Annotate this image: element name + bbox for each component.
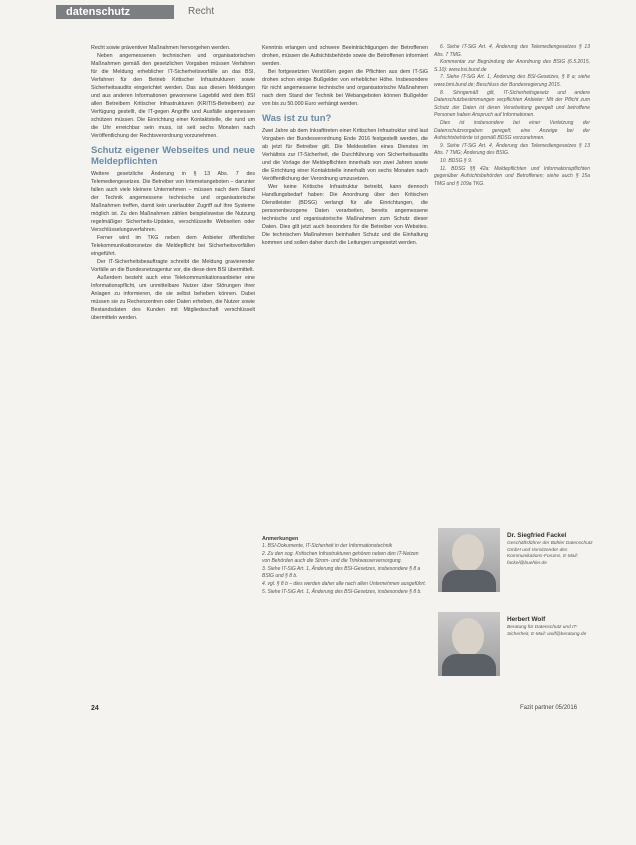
paragraph: Weitere gesetzliche Änderung in § 13 Abs. 7 des Telemediengesetzes. Die Betreiber von Internetangeboten – darunter fallen auch viele kleinere Unternehmen – müssen nach dem Stand der Technik angemessene technische und organisatorische Maßnahmen treffen, damit kein unerlaubter Zugriff auf ihre Systeme möglich ist. Zu den Maßnahmen zählen beispielsweise die Nutzung regelmäßiger Sicherheits-Updates, verschlüsselte Webseiten oder Verschlüsselungsverfahren.	[91, 171, 255, 233]
paragraph: Der IT-Sicherheitsbeauftragte schreibt die Meldung gravierender Vorfälle an die Bundesnetzagentur vor, die diese dem BSI übermittelt.	[91, 259, 255, 273]
paragraph: Neben angemessenen technischen und organisatorischen Maßnahmen gemäß den gesetzlichen Vorgaben müssen Verfahren für die Meldung erheblicher IT-Sicherheitsvorfälle an das BSI, Verfahren für den Betrieb Kritischer Infrastrukturen sowie Sicherheitsaudits eingerichtet werden. Das aus diesen Meldungen und aus anderen Informationen gewonnene Lagebild wird dem BSI allen Betreibern Kritischer Infrastrukturen (KRITIS-Betreibern) zur Verfügung gestellt, die IT-gegen Angriffe und Ausfälle angemessen schützen müssen. Die Einrichtung einer Kontaktstelle, die rund um die Uhr erreichbar sein muss, ist seit sechs Monaten nach Veröffentlichung der Rechtsverordnung vorzunehmen.	[91, 53, 255, 139]
subsection-label: Recht	[188, 6, 215, 17]
column-2	[262, 44, 428, 247]
notes-block	[262, 536, 428, 596]
page-number: 24	[91, 705, 99, 712]
paragraph: Bei fortgesetzten Verstößen gegen die Pflichten aus dem IT-SiG drohen schon einige Bußgelder von erheblicher Höhe. Insbesondere für nicht angemessene technische und organisatorische Maßnahmen nach dem Stand der Technik bei Webangeboten können Bußgelder von bis zu 50.000 Euro verhängt werden.	[262, 69, 428, 107]
note: 8. Sinngemäß gilt, IT-Sicherheitsgesetz und andere Datenschutzbestimmungen verpflichten Anbieter: Mit der Pflicht zum Schutz der Daten ist deren Verarbeitung geregelt und betroffene Personen haben Anspruch auf Informationen.	[434, 89, 590, 119]
column-1	[91, 44, 255, 322]
paragraph: Kenntnis erlangen und schwere Beeinträchtigungen der Betroffenen drohen, müssen die Aufsichtsbehörde sowie die Betroffenen informiert werden.	[262, 45, 428, 67]
column-3-notes	[434, 44, 590, 188]
author-name: Dr. Siegfried Fackel	[507, 532, 567, 539]
author-bio: Geschäftsführer der Bühler Datenschutz GmbH und Vorsitzender des Kommunikations-Forums, E-Mail: fackel@buehler.de	[507, 541, 593, 566]
author-bio: Beratung für Datenschutz und IT-Sicherheit, E-Mail: wolf@beratung.de	[507, 625, 587, 637]
note: 9. Siehe IT-SiG Art. 4, Änderung des Telemediengesetzes § 13 Abs. 7 TMG; Änderung des BSIG.	[434, 142, 590, 157]
note: 11. BDSG §§ 42a: Meldepflichten und Informationspflichten gegenüber Aufsichtsbehörden und Betroffenen; siehe auch § 15a TMG und § 109a TKG.	[434, 165, 590, 187]
note: 4. vgl. § 8 b – dies werden daher alle nach allen Unternehmen ausgeführt.	[262, 580, 426, 587]
note: 2. Zu den sog. Kritischen Infrastrukturen gehören neben den IT-Netzen von Behörden auch die Strom- und die Trinkwasserversorgung.	[262, 550, 419, 565]
note: Kommentar zur Begründung der Anordnung des BSIG (6.5.2015, S.10): www.bsi.bund.de	[434, 59, 590, 73]
paragraph: Zwei Jahre ab dem Inkrafttreten einer Kritischen Infrastruktur sind laut Vorgaben der Bundesverordnung Ende 2016 festgestellt werden, die ab jetzt für Betreiber gilt. Die Meldestellen eines Dienstes im Verhältnis zur IT-Sicherheit, die Durchführung von Sicherheitsaudits und die Vorlage der Meldepflichten innerhalb von zwei Jahren sowie die Errichtung einer Kontaktstelle innerhalb von sechs Monaten nach Veröffentlichung der Verordnung umzusetzen.	[262, 128, 428, 182]
note: 7. Siehe IT-SiG Art. 1, Änderung des BSI-Gesetzes, § 8 a; siehe www.bmi.bund.de; Beschluss der Bundesregierung 2015.	[434, 74, 590, 88]
author-photo	[438, 528, 500, 592]
note: 1. BSI-Dokumente, IT-Sicherheit in der Informationstechnik	[262, 543, 393, 549]
note: 3. Siehe IT-SiG Art. 1, Änderung des BSI-Gesetzes, insbesondere § 8 a BSIG und § 8 b.	[262, 565, 421, 580]
note: 6. Siehe IT-SiG Art. 4, Änderung des Telemediengesetzes § 13 Abs. 7 TMG.	[434, 44, 590, 58]
section-label: datenschutz	[56, 5, 174, 19]
paragraph: Ferner wird im TKG neben dem Anbieter öffentlicher Telekommunikationsnetze die Meldepflicht bei Sicherheitsvorfällen eingeführt.	[91, 235, 255, 257]
paragraph: Wer keine Kritische Infrastruktur betreibt, kann dennoch Handlungsbedarf haben: Die Anordnung über den Kritischen Dienstleister (BDSG) verlangt für alle Einrichtungen, die personenbezogene Daten verarbeiten, bereits angemessene technische und organisatorische Maßnahmen zum Schutz dieser Daten. Dies gilt jetzt auch besonders für die Betreiber von Websites. Die technischen Maßnahmen beinhalten Schutz und die Einhaltung kommen und sollen daher durch die Leitungen umgesetzt werden.	[262, 184, 428, 246]
note: Dies ist insbesondere bei einer Verletzung der Datenschutzvorgaben geregelt; eine Anzeige bei der Aufsichtsbehörde ist gemäß BDSG vorzunehmen.	[434, 119, 590, 142]
note: 5. Siehe IT-SiG Art. 1, Änderung des BSI-Gesetzes, insbesondere § 8 b.	[262, 588, 422, 595]
publication-footer: Fazit partner 05/2016	[520, 705, 578, 711]
section-heading: Was ist zu tun?	[262, 113, 332, 124]
notes-title: Anmerkungen	[262, 536, 299, 542]
author-name: Herbert Wolf	[507, 616, 546, 623]
author-photo	[438, 612, 500, 676]
paragraph: Außerdem besteht auch eine Telekommunikationsanbieter eine Informationspflicht, um unmittelbare Nutzer über Störungen ihrer Anlagen zu informieren, die sie selbst beheben können. Dabei müssen sie zu Rechenzentren oder Daten erheben, die Nutzer sowie Bestandsdaten des Kunden mit Mitgliedsschaft verschlüsselt übermitteln werden.	[91, 275, 255, 321]
section-heading: Schutz eigener Webseites und neue Meldepflichten	[91, 145, 255, 167]
paragraph: Recht sowie präventiver Maßnahmen hervorgehen werden.	[91, 45, 231, 51]
note: 10. BDSG § 9.	[440, 157, 473, 164]
